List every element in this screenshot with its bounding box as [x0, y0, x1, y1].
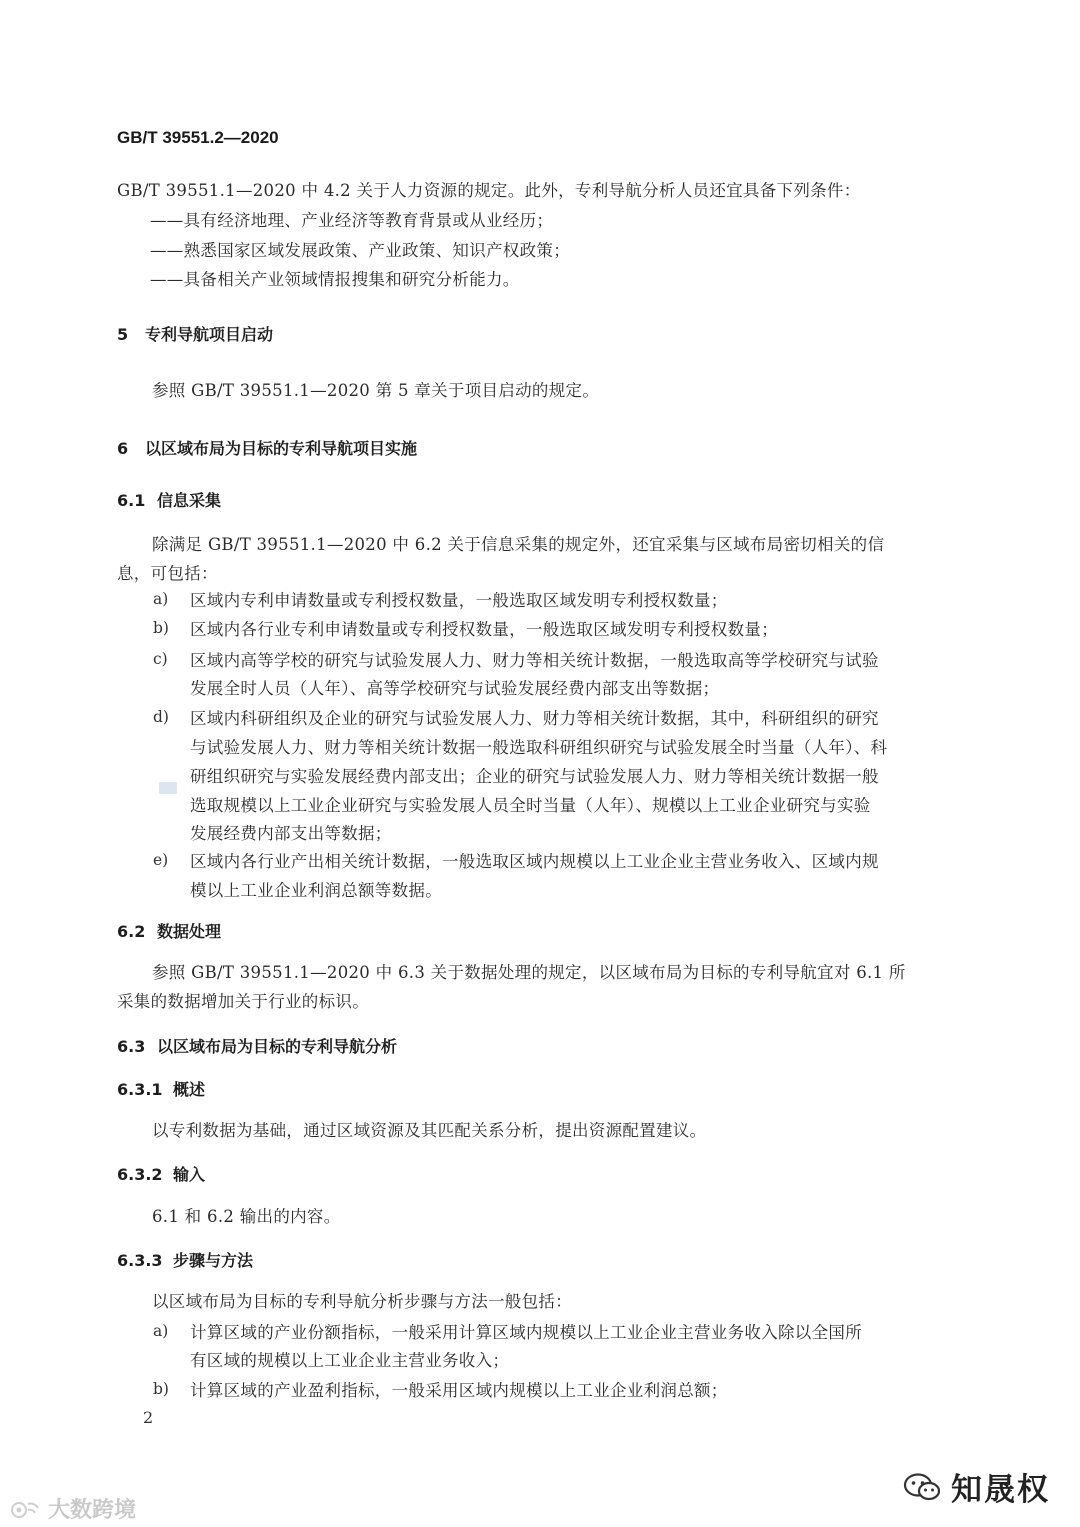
list-text: 模以上工业企业利润总额等数据。: [190, 881, 442, 900]
list-text: 计算区域的产业份额指标，一般采用计算区域内规模以上工业企业主营业务收入除以全国所: [190, 1323, 862, 1342]
page-number: 2: [143, 1408, 154, 1427]
list-label: d): [153, 708, 169, 726]
section-6-3-3-heading: [117, 1248, 253, 1271]
section-5-heading: [117, 322, 273, 345]
section-6-2-body-line-2: 采集的数据增加关于行业的标识。: [117, 992, 369, 1011]
section-title: 数据处理: [157, 922, 222, 941]
list-text: 区域内各行业专利申请数量或专利授权数量，一般选取区域发明专利授权数量；: [190, 620, 778, 639]
list-text: 区域内科研组织及企业的研究与试验发展人力、财力等相关统计数据，其中，科研组织的研究: [190, 709, 879, 728]
section-number: 6.3.3: [117, 1251, 163, 1270]
section-6-1-body-line-1: 除满足 GB/T 39551.1—2020 中 6.2 关于信息采集的规定外，还宜采集与区域布局密切相关的信: [152, 535, 885, 554]
section-title: 以区域布局为目标的专利导航分析: [157, 1037, 398, 1056]
watermark-text: 大数跨境: [48, 1498, 137, 1523]
section-title: 步骤与方法: [173, 1251, 254, 1270]
intro-dash-2: ——熟悉国家区域发展政策、产业政策、知识产权政策；: [150, 241, 570, 260]
section-number: 6.3.1: [117, 1080, 163, 1099]
intro-dash-3: ——具备相关产业领域情报搜集和研究分析能力。: [150, 270, 520, 289]
list-text: 区域内高等学校的研究与试验发展人力、财力等相关统计数据，一般选取高等学校研究与试验: [190, 651, 879, 670]
section-title: 专利导航项目启动: [145, 325, 274, 344]
section-6-3-2-body: 6.1 和 6.2 输出的内容。: [152, 1207, 341, 1226]
section-number: 5: [117, 325, 129, 344]
section-6-2-body-line-1: 参照 GB/T 39551.1—2020 中 6.3 关于数据处理的规定，以区域布局为目标的专利导航宜对 6.1 所: [152, 963, 906, 982]
wechat-icon: [903, 1472, 941, 1502]
section-number: 6: [117, 439, 129, 458]
section-6-3-3-body: 以区域布局为目标的专利导航分析步骤与方法一般包括：: [152, 1292, 572, 1311]
list-label: e): [153, 851, 169, 869]
section-6-3-2-heading: [117, 1162, 205, 1185]
section-6-2-heading: [117, 919, 221, 942]
section-title: 概述: [173, 1080, 206, 1099]
intro-dash-1: ——具有经济地理、产业经济等教育背景或从业经历；: [150, 211, 554, 230]
list-label: b): [153, 1380, 169, 1398]
section-6-3-1-heading: [117, 1077, 205, 1100]
list-text: 研组织研究与实验发展经费内部支出；企业的研究与试验发展人力、财力等相关统计数据一般: [190, 767, 879, 786]
list-text: 计算区域的产业盈利指标，一般采用区域内规模以上工业企业利润总额；: [190, 1381, 728, 1400]
section-6-heading: [117, 436, 417, 459]
section-number: 6.1: [117, 491, 146, 510]
watermark-right: [903, 1464, 1050, 1509]
list-label: c): [153, 650, 168, 668]
section-6-1-body-line-2: 息，可包括：: [117, 564, 218, 583]
list-text: 发展全时人员（人年）、高等学校研究与试验发展经费内部支出等数据；: [190, 679, 720, 698]
list-label: a): [153, 1322, 169, 1340]
intro-line: GB/T 39551.1—2020 中 4.2 关于人力资源的规定。此外，专利导航分析人员还宜具备下列条件：: [117, 181, 861, 200]
section-6-3-heading: [117, 1034, 397, 1057]
list-text: 与试验发展人力、财力等相关统计数据一般选取科研组织研究与试验发展全时当量（人年）、科: [190, 738, 888, 757]
section-number: 6.2: [117, 922, 146, 941]
document-header: GB/T 39551.2—2020: [117, 128, 279, 147]
list-text: 发展经费内部支出等数据；: [190, 824, 392, 843]
watermark-text: 知晟权: [951, 1472, 1050, 1508]
section-title: 以区域布局为目标的专利导航项目实施: [145, 439, 418, 458]
list-text: 有区域的规模以上工业企业主营业务收入；: [190, 1351, 510, 1370]
list-label: a): [153, 590, 169, 608]
list-text: 选取规模以上工业企业研究与实验发展人员全时当量（人年）、规模以上工业企业研究与实验: [190, 796, 871, 815]
section-number: 6.3.2: [117, 1165, 163, 1184]
section-6-3-1-body: 以专利数据为基础，通过区域资源及其匹配关系分析，提出资源配置建议。: [152, 1121, 707, 1140]
weibo-logo-icon: [10, 1498, 42, 1520]
section-6-1-heading: [117, 488, 221, 511]
list-label: b): [153, 619, 169, 637]
section-title: 输入: [173, 1165, 206, 1184]
section-number: 6.3: [117, 1037, 146, 1056]
watermark-left: [10, 1493, 136, 1524]
section-5-body: 参照 GB/T 39551.1—2020 第 5 章关于项目启动的规定。: [152, 381, 600, 400]
list-text: 区域内专利申请数量或专利授权数量，一般选取区域发明专利授权数量；: [190, 591, 728, 610]
faint-stamp-icon: [158, 778, 178, 798]
section-title: 信息采集: [157, 491, 222, 510]
list-text: 区域内各行业产出相关统计数据，一般选取区域内规模以上工业企业主营业务收入、区域内规: [190, 852, 879, 871]
